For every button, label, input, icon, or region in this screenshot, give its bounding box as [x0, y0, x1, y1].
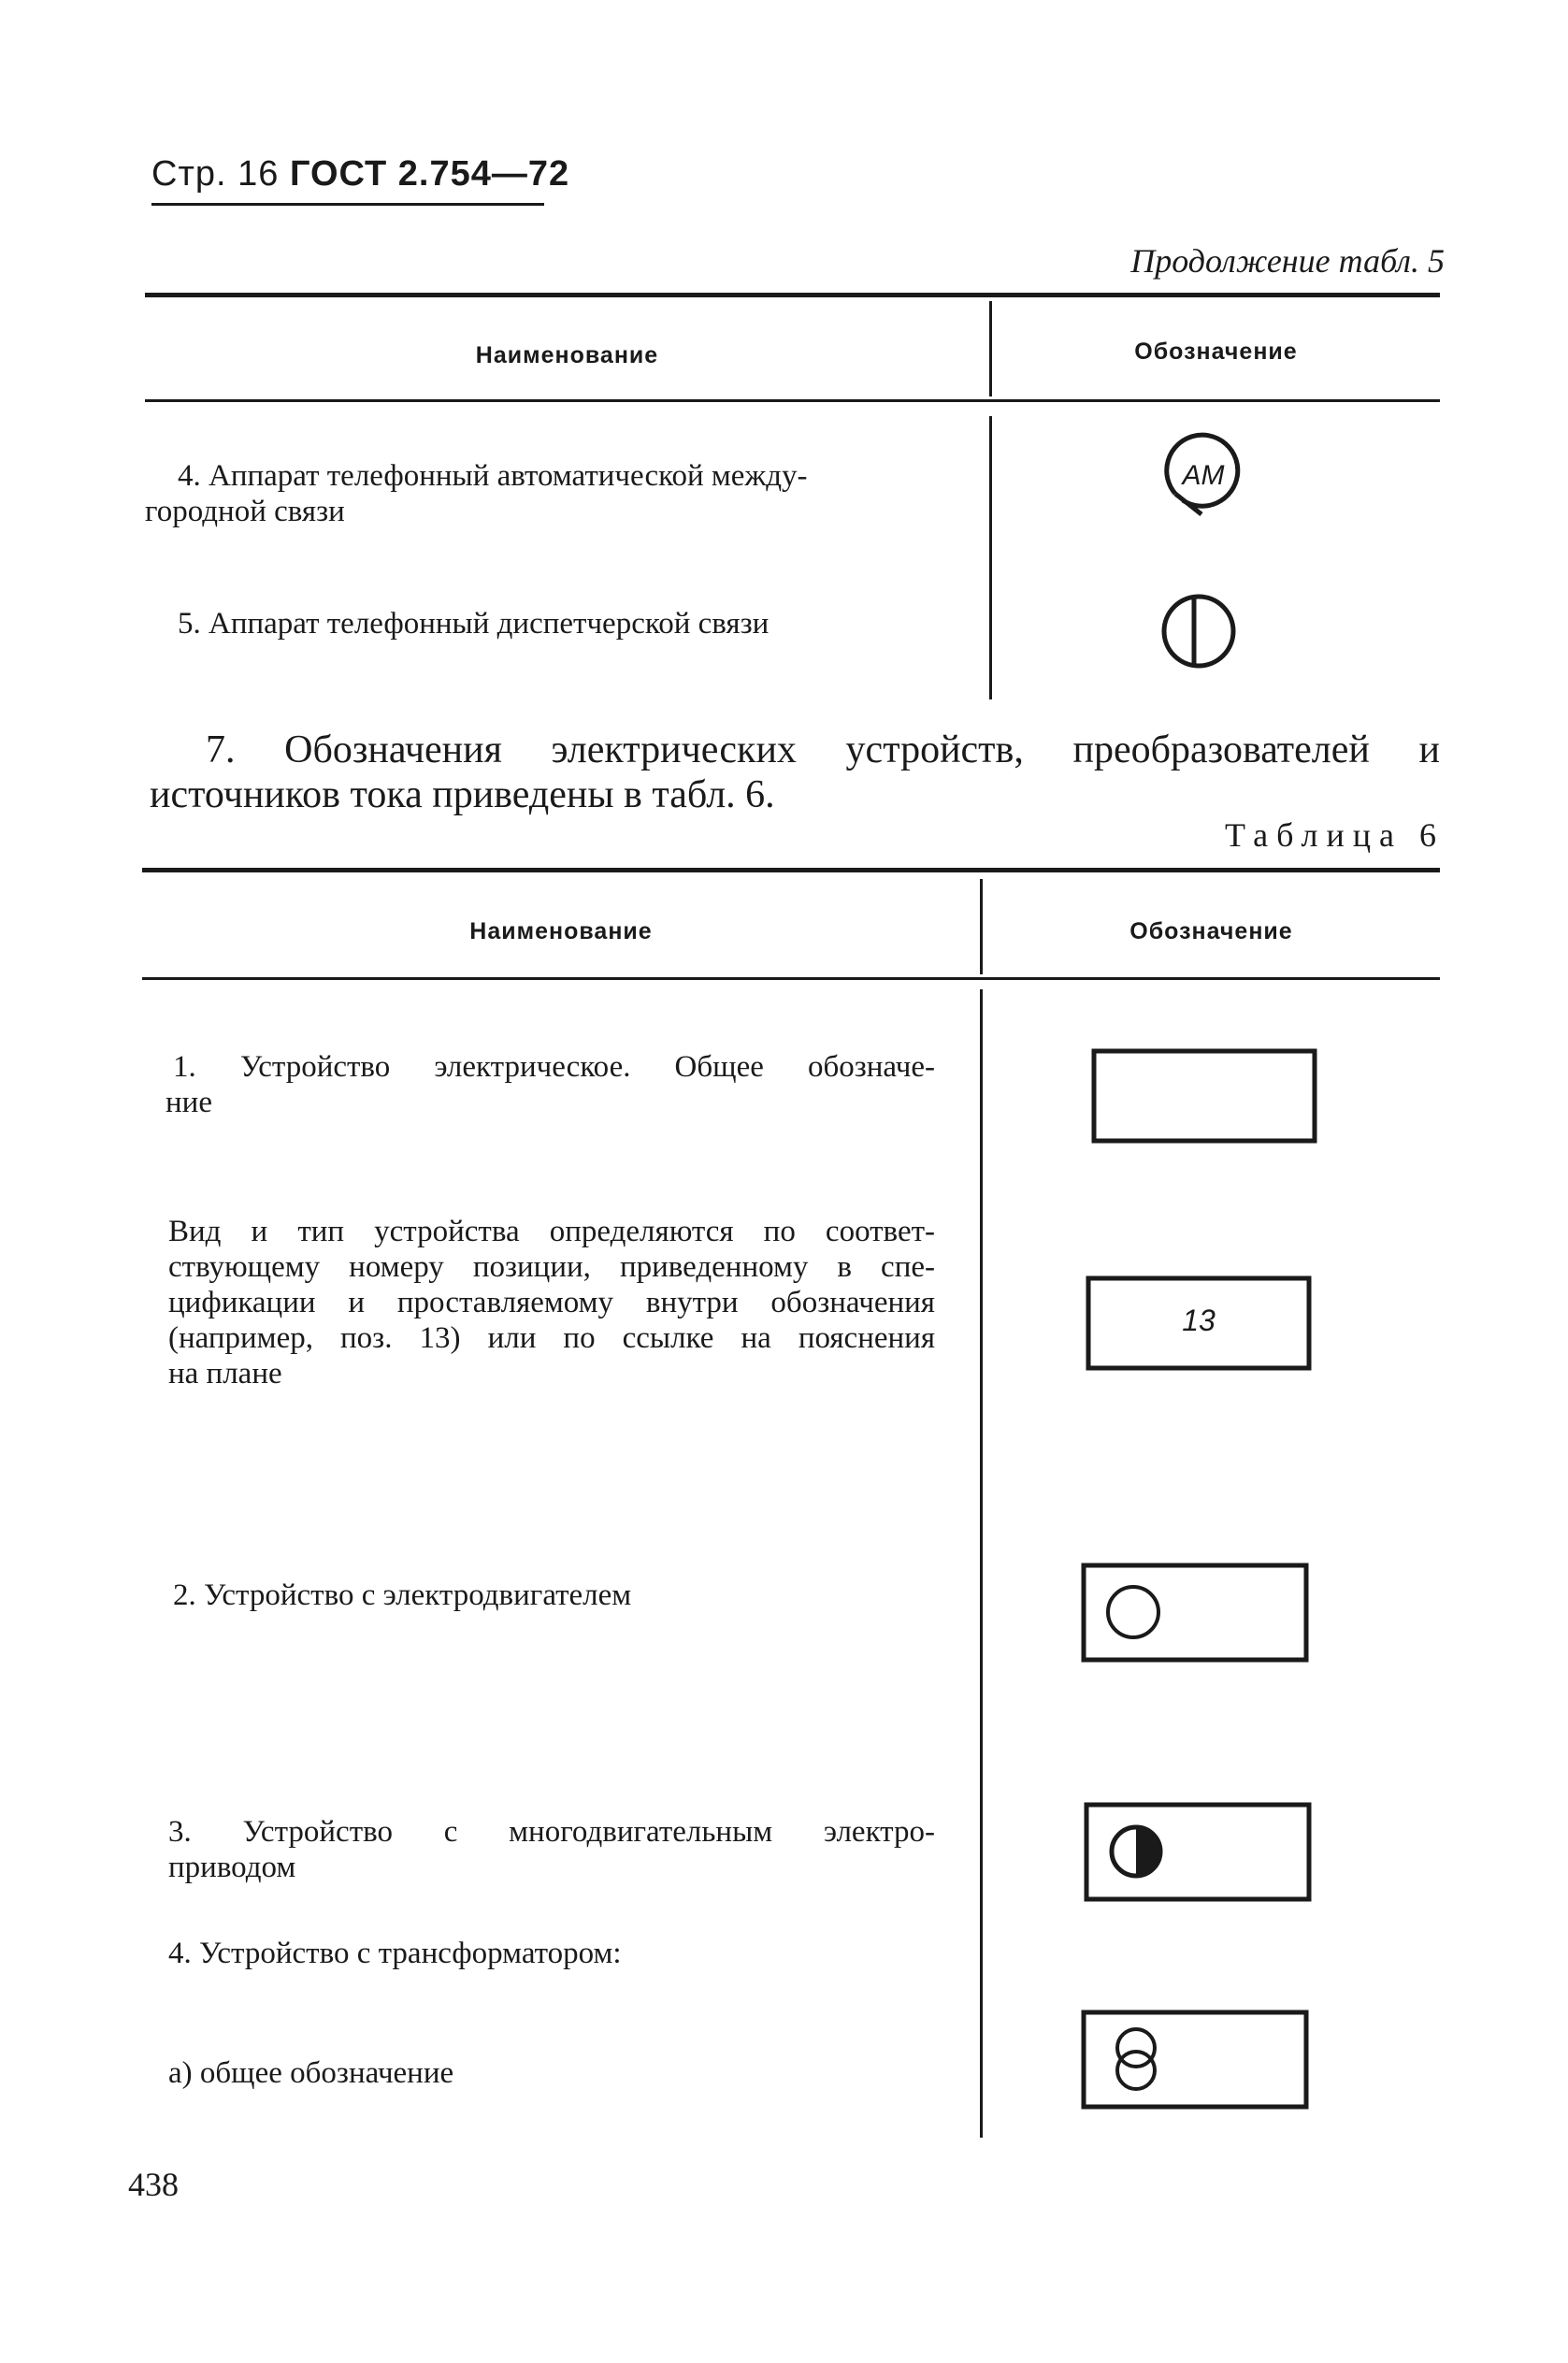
table6-row-1-line1: 1. Устройство электрическое. Общее обозначе-	[173, 1050, 935, 1084]
device-position-symbol	[1086, 1276, 1311, 1370]
page-number: 438	[128, 2166, 179, 2203]
dispatch-telephone-icon	[1157, 589, 1241, 673]
page-header-prefix: Стр. 16	[151, 154, 280, 194]
table5-col-name: Наименование	[475, 342, 659, 368]
telephone-am-icon	[1155, 430, 1248, 524]
table5-top-rule	[145, 293, 1440, 297]
header-rule	[151, 203, 544, 206]
page-header-standard: ГОСТ 2.754—72	[289, 154, 570, 194]
table5-header-rule	[145, 399, 1440, 402]
motor-device-symbol	[1082, 1563, 1308, 1662]
table5-row-4	[145, 458, 972, 529]
transformer-circle-bottom-icon	[1117, 2052, 1155, 2089]
table6-note-line3: цификации и проставляемому внутри обозначения	[168, 1286, 935, 1319]
table6-row-3-line2: приводом	[168, 1851, 296, 1884]
table5-row-4-line1: 4. Аппарат телефонный автоматической между-	[178, 459, 808, 493]
telephone-am-label: АМ	[1182, 460, 1225, 491]
table6-row-4: 4. Устройство с трансформатором:	[168, 1937, 622, 1970]
table6-note-line5: на плане	[168, 1357, 282, 1390]
table6-row-3-line1: 3. Устройство с многодвигательным электро-	[168, 1815, 935, 1849]
table6-header-rule	[142, 977, 1440, 980]
table5-row-4-line2: городной связи	[145, 495, 345, 528]
electrical-device-symbol	[1092, 1049, 1316, 1143]
table5-row-5: 5. Аппарат телефонный диспетчерской связи	[178, 607, 770, 641]
table6-row-4a: а) общее обозначение	[168, 2056, 454, 2090]
multi-motor-device-symbol	[1085, 1803, 1311, 1901]
table6-row-1	[165, 1049, 935, 1120]
table6-row-1-line2: ние	[165, 1086, 212, 1119]
device-position-number: 13	[1182, 1304, 1216, 1337]
table6-row-2: 2. Устройство с электродвигателем	[173, 1578, 632, 1612]
motor-circle-icon	[1108, 1587, 1158, 1637]
paragraph-7	[150, 728, 1440, 817]
table5-continuation-caption: Продолжение табл. 5	[1130, 242, 1445, 280]
table6-top-rule	[142, 868, 1440, 872]
table6-row-1-note	[168, 1214, 935, 1391]
table6-note-line1: Вид и тип устройства определяются по соответ-	[168, 1215, 935, 1248]
table6-note-line4: (например, поз. 13) или по ссылке на пояснения	[168, 1321, 935, 1355]
table6-col-name: Наименование	[469, 918, 653, 944]
table6-col-symbol: Обозначение	[1129, 918, 1293, 944]
table5-col-symbol: Обозначение	[1134, 339, 1298, 365]
page-header	[151, 154, 569, 195]
table6-row-3	[168, 1814, 935, 1885]
paragraph-7-line2: источников тока приведены в табл. 6.	[150, 773, 775, 816]
table6-note-line2: ствующему номеру позиции, приведенному в спе-	[168, 1250, 935, 1284]
transformer-device-symbol	[1082, 2010, 1308, 2109]
transformer-circle-top-icon	[1117, 2029, 1155, 2067]
table5-column-divider	[989, 416, 992, 699]
table6-label: Таблица 6	[1225, 816, 1445, 854]
paragraph-7-line1: 7. Обозначения электрических устройств, преобразователей и	[206, 728, 1440, 771]
table6-column-divider	[980, 989, 983, 2138]
